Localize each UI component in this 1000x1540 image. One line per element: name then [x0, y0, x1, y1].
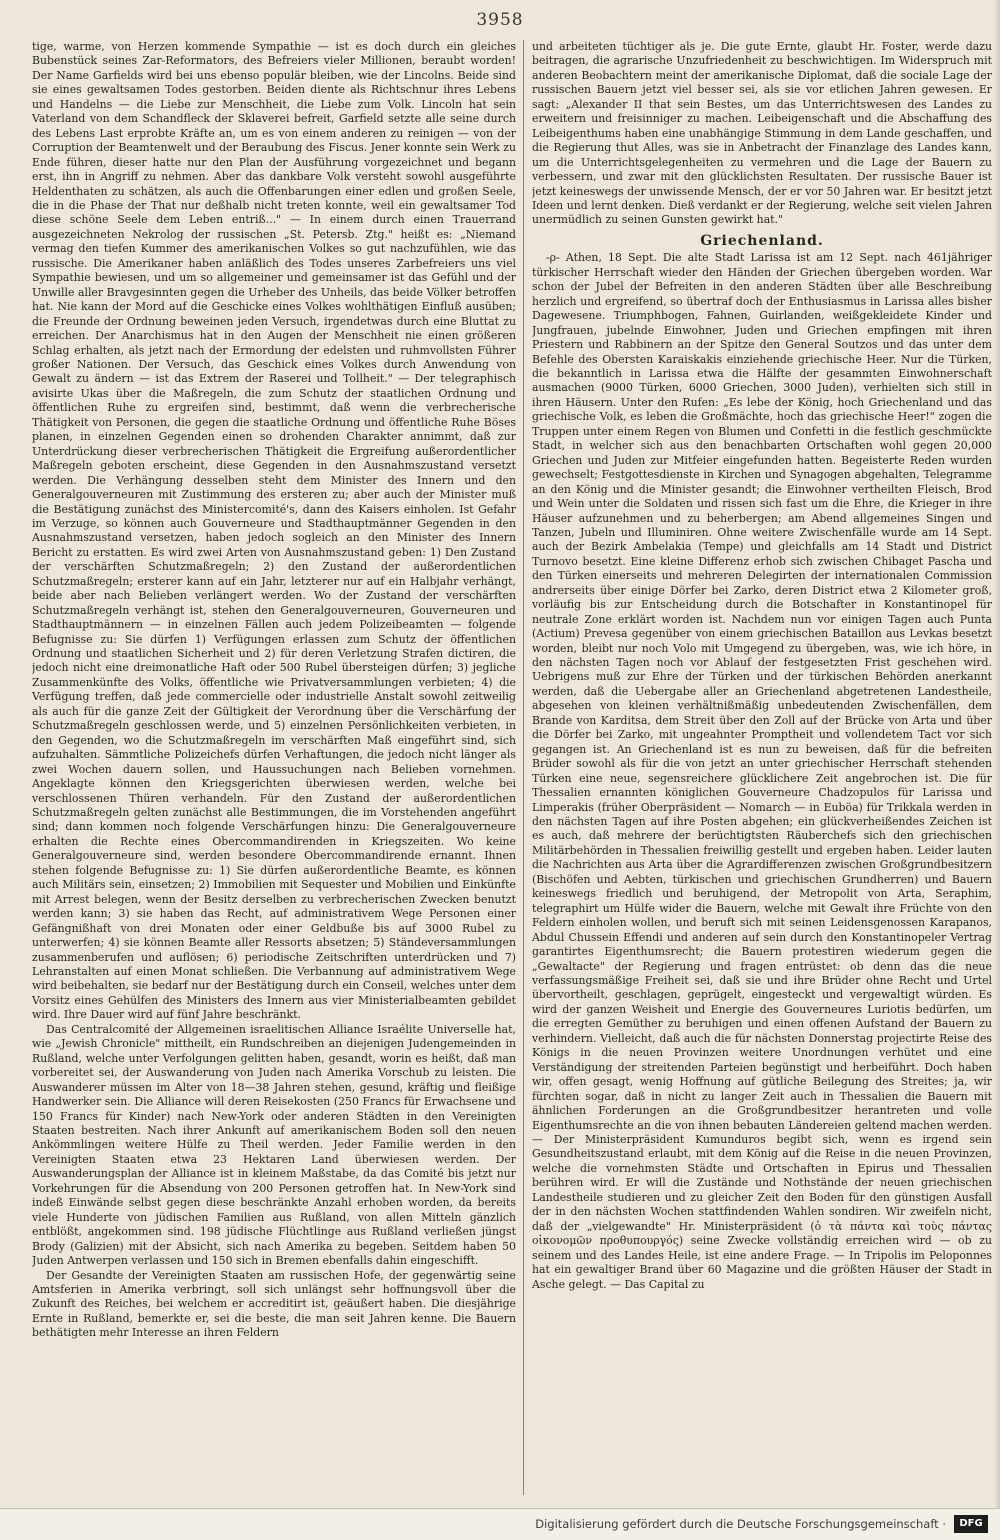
- left-paragraph-2: Das Centralcomité der Allgemeinen israelitischen Alliance Israélite Universelle hat, wie „Jewish Chronicle" mittheilt, ein Rundschreiben an diejenigen Judengemeinden in Rußland, welche unter Verfolgungen gelitten haben, gesandt, worin es heißt, daß man vorbereitet sei, der Auswanderung von Juden nach Amerika Vorschub zu leisten. Die Auswanderer müssen im Alter von 18—38 Jahren stehen, gesund, kräftig und fleißige Handwerker sein. Die Alliance will deren Reisekosten (250 Francs für Erwachsene und 150 Francs für Kinder) nach New-York oder anderen Städten in den Vereinigten Staaten bestreiten. Nach ihrer Ankunft auf amerikanischem Boden soll den neuen Ankömmlingen weitere Hülfe zu Theil werden. Jeder Familie werden in den Vereinigten Staaten etwa 23 Hektaren Land überwiesen werden. Der Auswanderungsplan der Alliance ist in kleinem Maßstabe, da das Comité bis jetzt nur Vorkehrungen für die Absendung von 200 Personen getroffen hat. In New-York sind indeß Einwände selbst gegen diese beschränkte Anzahl erhoben worden, da bereits viele Hunderte von jüdischen Familien aus Rußland, von allen Mitteln gänzlich entblößt, angekommen sind. 198 jüdische Flüchtlinge aus Rußland verließen jüngst Brody (Galizien) mit der Absicht, sich nach Amerika zu begeben. Seitdem haben 50 Juden Antwerpen verlassen und 150 sich in Bremen ebenfalls dahin eingeschifft.: [32, 1022, 516, 1268]
- right-paragraph-athen: -ρ- Athen, 18 Sept. Die alte Stadt Larissa ist am 12 Sept. nach 461jähriger türkischer Herrschaft wieder den Händen der Griechen übergeben worden. War schon der Jubel der Befreiten in den anderen Städten über alle Beschreibung herzlich und ergreifend, so übertraf doch der Enthusiasmus in Larissa alles bisher Dagewesene. Triumphbogen, Fahnen, Guirlanden, weißgekleidete Kinder und Jungfrauen, jubelnde Einwohner, Juden und Griechen empfingen mit ihren Priestern und Rabbinern an der Spitze den General Soutzos und das unter dem Befehle des Obersten Karaiskakis einziehende griechische Heer. Nur die Türken, die bekanntlich in Larissa etwa die Hälfte der gesammten Einwohnerschaft ausmachen (9000 Türken, 6000 Griechen, 3000 Juden), verhielten sich still in ihren Häusern. Unter den Rufen: „Es lebe der König, hoch Griechenland und das griechische Volk, es leben die Großmächte, hoch das griechische Heer!" zogen die Truppen unter einem Regen von Blumen und Confetti in die festlich geschmückte Stadt, in welcher sich aus den benachbarten Ortschaften wohl gegen 20,000 Griechen und Juden zur Mitfeier eingefunden hatten. Begeisterte Reden wurden gewechselt; Festgottesdienste in Kirchen und Synagogen abgehalten, Telegramme an den König und die Minister gesandt; die Einwohner vertheilten Fleisch, Brod und Wein unter die Soldaten und rissen sich fast um die Ehre, die Krieger in ihre Häuser aufzunehmen und zu beherbergen; am Abend allgemeines Singen und Tanzen, Jubeln und Illuminiren. Ohne weitere Zwischenfälle wurde am 14 Sept. auch der Bezirk Ambelakia (Tempe) und gleichfalls am 14 Stadt und District Turnovo besetzt. Eine kleine Differenz erhob sich zwischen Chibaget Pascha und den Türken einerseits und mehreren Delegirten der internationalen Commission andrerseits über einige Dörfer bei Zarko, deren District etwa 2 Kilometer groß, vorläufig bis zur Entscheidung durch die Botschafter in Konstantinopel für neutrale Zone erklärt worden ist. Nachdem nun vor einigen Tagen auch Punta (Actium) Prevesa gegenüber von einem griechischen Bataillon aus Levkas besetzt worden, bleibt nur noch Volo mit Umgegend zu übergeben, was, wie ich höre, in den nächsten Tagen noch vor Ablauf der festgesetzten Frist geschehen wird. Uebrigens muß zur Ehre der Türken und der türkischen Behörden anerkannt werden, daß die Uebergabe aller an Griechenland abgetretenen Landestheile, abgesehen von kleinen verhältnißmäßig unbedeutenden Zwischenfällen, dem Brande von Karditsa, dem Streit über den Zoll auf der Brücke von Arta und über die Dörfer bei Zarko, mit ungeahnter Promptheit und vollendetem Tact vor sich gegangen ist. An Griechenland ist es nun zu beweisen, daß für die befreiten Brüder sowohl als für die von jetzt an unter griechischer Herrschaft stehenden Türken eine neue, segensreichere glücklichere Zeit angebrochen ist. Die für Thessalien ernannten königlichen Gouverneure Chadzopulos für Larissa und Limperakis (früher Oberpräsident — Nomarch — in Euböa) für Trikkala werden in den nächsten Tagen auf ihre Posten abgehen; ein glückverheißendes Zeichen ist es auch, daß mehrere der berüchtigtsten Räuberchefs sich den griechischen Militärbehörden in Thessalien freiwillig gestellt und ergeben haben. Leider lauten die Nachrichten aus Arta über die Agrardifferenzen zwischen Großgrundbesitzern (Bischöfen und Aebten, türkischen und griechischen Grundherren) und Bauern keineswegs friedlich und beruhigend, der Metropolit von Arta, Seraphim, telegraphirt um Hülfe wider die Bauern, welche mit Gewalt ihre Früchte von den Feldern einholen wollen, und beruft sich mit seinen Leidensgenossen Karapanos, Abdul Chussein Effendi und anderen auf sein durch den Konstantinopeler Vertrag garantirtes Eigenthumsrecht; die Bauern protestiren wiederum gegen die „Gewaltacte" der Regierung und fragen entrüstet: ob denn das die neue verfassungsmäßige Freiheit sei, daß sie und ihre Brüder ohne Recht und Urtel übervortheilt, geschlagen, geprügelt, eingesteckt und vergewaltigt würden. Es wird der ganzen Weisheit und Energie des Gouverneures Luriotis bedürfen, um die erregten Gemüther zu beruhigen und einen offenen Aufstand der Bauern zu verhindern. Vielleicht, daß auch die für nächsten Donnerstag projectirte Reise des Königs in die neuen Provinzen weitere Unordnungen verhütet und eine Verständigung der streitenden Parteien begünstigt und herbeiführt. Doch haben wir, offen gesagt, wenig Hoffnung auf gütliche Beilegung des Streites; ja, wir fürchten sogar, daß in nicht zu langer Zeit auch in Thessalien die Bauern mit ähnlichen Forderungen an die Großgrundbesitzer herantreten und volle Eigenthumsrechte an die von ihnen bebauten Ländereien geltend machen werden. — Der Ministerpräsident Kumunduros begibt sich, wenn es irgend sein Gesundheitszustand erlaubt, mit dem König auf die Reise in die neuen Provinzen, welche die vornehmsten Städte und Ortschaften in Epirus und Thessalien berühren wird. Er will die Zustände und Nothstände der neuen griechischen Landestheile studieren und zu gleicher Zeit den Boden für den günstigen Ausfall der in den nächsten Wochen stattfindenden Wahlen sondiren. Wir zweifeln nicht, daß der „vielgewandte" Hr. Ministerpräsident (ὁ τὰ πάντα καὶ τοὺς πάντας οἰκονομῶν προθυπουργός) seine Zwecke vollständig erreichen wird — ob zu seinem und des Landes Heile, ist eine andere Frage. — In Tripolis im Peloponnes hat ein gewaltiger Brand über 60 Magazine und die größten Häuser der Stadt in Asche gelegt. — Das Capital zu: [532, 251, 992, 1291]
- left-paragraph-1: tige, warme, von Herzen kommende Sympathie — ist es doch durch ein gleiches Bubenstück seines Zar-Reformators, des Befreiers vieler Millionen, beraubt worden! Der Name Garfields wird bei uns ebenso populär bleiben, wie der Lincolns. Beide sind sie eines gewaltsamen Todes gestorben. Beiden diente als Richtschnur ihres Lebens und Handelns — die Liebe zur Menschheit, die Liebe zum Volk. Lincoln hat sein Vaterland von dem Schandfleck der Sklaverei befreit, Garfield setzte alle seine durch des Lebens Last erprobte Kräfte an, um es von einem anderen zu reinigen — von der Corruption der Beamtenwelt und der Beraubung des Fiscus. Jener konnte sein Werk zu Ende führen, dieser hatte nur den Plan der Ausführung vorgezeichnet und begann erst, ihn in Angriff zu nehmen. Aber das dankbare Volk versteht sowohl ausgeführte Heldenthaten zu schätzen, als auch die Offenbarungen einer edlen und großen Seele, die in die Phase der That nur deßhalb nicht treten konnte, weil ein gewaltsamer Tod diese schöne Seele dem Leben entriß..." — In einem durch einen Trauerrand ausgezeichneten Nekrolog der russischen „St. Petersb. Ztg." heißt es: „Niemand vermag den tiefen Kummer des amerikanischen Volkes so gut nachzufühlen, wie das russische. Die Amerikaner haben anläßlich des Todes unseres Zarbefreiers uns viel Sympathie bewiesen, und um so allgemeiner und gemeinsamer ist das Gefühl und der Unwille aller Bravgesinnten gegen die Urheber des Unheils, das beide Völker betroffen hat. Nie kann der Mord auf die Geschicke eines Volkes wohlthätigen Einfluß ausüben; die Freunde der Ordnung beweinen jeden Versuch, irgendetwas durch eine Bluttat zu erreichen. Der Anarchismus hat in den Augen der Menschheit nie einen größeren Schlag erhalten, als jetzt nach der Ermordung der edelsten und ruhmvollsten Führer großer Nationen. Der Versuch, das Geschick eines Volkes durch Anwendung von Gewalt zu ändern — ist das Extrem der Raserei und Tollheit." — Der telegraphisch avisirte Ukas über die Maßregeln, die zum Schutz der staatlichen Ordnung und öffentlichen Ruhe zu ergreifen sind, bestimmt, daß wenn die verbrecherische Thätigkeit von Personen, die gegen die staatliche Ordnung und öffentliche Ruhe Böses planen, in einzelnen Gegenden einen so drohenden Charakter annimmt, daß zur Unterdrückung dieser verbrecherischen Thätigkeit die Ergreifung außerordentlicher Maßregeln geboten erscheint, diese Gegenden in den Ausnahmszustand versetzt werden. Die Verhängung desselben steht dem Minister des Innern und den Generalgouverneuren mit Zustimmung des ersteren zu; aber auch der Minister muß die Bestätigung zunächst des Ministercomité's, dann des Kaisers einholen. Ist Gefahr im Verzuge, so können auch Gouverneure und Stadthauptmänner Gegenden in den Ausnahmszustand versetzen, haben jedoch sogleich an den Minister des Innern Bericht zu erstatten. Es wird zwei Arten von Ausnahmszustand geben: 1) Den Zustand der verschärften Schutzmaßregeln; 2) den Zustand der außerordentlichen Schutzmaßregeln; ersterer kann auf ein Jahr, letzterer nur auf ein Halbjahr verhängt, beide aber nach Belieben verlängert werden. Wo der Zustand der verschärften Schutzmaßregeln verhängt ist, stehen den Generalgouverneuren, Gouverneuren und Stadthauptmännern — in einzelnen Fällen auch jedem Polizeibeamten — folgende Befugnisse zu: Sie dürfen 1) Verfügungen erlassen zum Schutz der öffentlichen Ordnung und staatlichen Sicherheit und 2) für deren Verletzung Strafen dictiren, die jedoch nicht eine dreimonatliche Haft oder 500 Rubel übersteigen dürfen; 3) jegliche Zusammenkünfte des Volks, öffentliche wie Privatversammlungen verbieten; 4) die Verfügung treffen, daß jede commercielle oder industrielle Anstalt sowohl zeitweilig als auch für die ganze Zeit der Gültigkeit der Verordnung über die Verschärfung der Schutzmaßregeln geschlossen werde, und 5) einzelnen Persönlichkeiten verbieten, in den Gegenden, wo die Schutzmaßregeln im verschärften Maß eingeführt sind, sich aufzuhalten. Sämmtliche Polizeichefs dürfen Verhaftungen, die jedoch nicht länger als zwei Wochen dauern sollen, und Haussuchungen nach Belieben vornehmen. Angeklagte können den Kriegsgerichten überwiesen werden, welche bei verschlossenen Thüren verhandeln. Für den Zustand der außerordentlichen Schutzmaßregeln gelten zunächst alle Bestimmungen, die im Vorstehenden angeführt sind; dann kommen noch folgende Verschärfungen hinzu: Die Generalgouverneure erhalten die Rechte eines Obercommandirenden in Kriegszeiten. Wo keine Generalgouverneure sind, werden besondere Obercommandirende ernannt. Ihnen stehen folgende Befugnisse zu: 1) Sie dürfen außerordentliche Beamte, es können auch Militärs sein, einsetzen; 2) Immobilien mit Sequester und Mobilien und Einkünfte mit Arrest belegen, wenn der Besitz derselben zu verbrecherischen Zwecken benutzt werden kann; 3) sie haben das Recht, auf administrativem Wege Personen einer Gefängnißhaft von drei Monaten oder einer Geldbuße bis auf 3000 Rubel zu unterwerfen; 4) sie können Beamte aller Ressorts absetzen; 5) Ständeversammlungen zusammenberufen und auflösen; 6) periodische Zeitschriften unterdrücken und 7) Lehranstalten auf einen Monat schließen. Die Verbannung auf administrativem Wege wird beibehalten, sie bedarf nur der Bestätigung durch ein Conseil, welches unter dem Vorsitz eines Gehülfen des Ministers des Innern aus vier Ministerialbeamten gebildet wird. Ihre Dauer wird auf fünf Jahre beschränkt.: [32, 40, 516, 1022]
- section-heading-griechenland: Griechenland.: [700, 232, 824, 249]
- page-number: 3958: [476, 10, 524, 30]
- footer-bar: [0, 1508, 1000, 1540]
- left-column: [32, 40, 516, 1495]
- scan-edge-shadow: [994, 0, 1000, 1508]
- left-paragraph-3: Der Gesandte der Vereinigten Staaten am russischen Hofe, der gegenwärtig seine Amtsferien in Amerika verbringt, soll sich unlängst sehr hoffnungsvoll über die Zukunft des Reiches, bei welchem er accreditirt ist, geäußert haben. Die diesjährige Ernte in Rußland, bemerkte er, sei die beste, die man seit Jahren kenne. Die Bauern bethätigten mehr Interesse an ihren Feldern: [32, 1268, 516, 1340]
- column-divider: [523, 40, 524, 1495]
- right-intro-paragraph: und arbeiteten tüchtiger als je. Die gute Ernte, glaubt Hr. Foster, werde dazu beitragen, die agrarische Unzufriedenheit zu beschwichtigen. Im Widerspruch mit anderen Beobachtern meint der amerikanische Diplomat, daß die sociale Lage der russischen Bauern jetzt viel besser sei, als sie vor etlichen Jahren gewesen. Er sagt: „Alexander II that sein Bestes, um das Unterrichtswesen des Landes zu erweitern und freisinniger zu machen. Leibeigenschaft und die Abschaffung des Leibeigenthums haben eine unabhängige Stimmung in dem Lande geschaffen, und die Regierung thut Alles, was sie in Anbetracht der Finanzlage des Landes kann, um die Unterrichtsgelegenheiten zu vermehren und die Lage der Bauern zu verbessern, und zwar mit den glücklichsten Resultaten. Der russische Bauer ist jetzt keineswegs der unwissende Mensch, der er vor 50 Jahren war. Er besitzt jetzt Ideen und lernt denken. Dieß verdankt er der Regierung, welche seit vielen Jahren unermüdlich zu seinen Gunsten gewirkt hat.": [532, 40, 992, 227]
- dfg-logo: DFG: [954, 1515, 988, 1533]
- footer-credit-text: Digitalisierung gefördert durch die Deutsche Forschungsgemeinschaft ·: [535, 1517, 946, 1531]
- right-column: [532, 40, 992, 1495]
